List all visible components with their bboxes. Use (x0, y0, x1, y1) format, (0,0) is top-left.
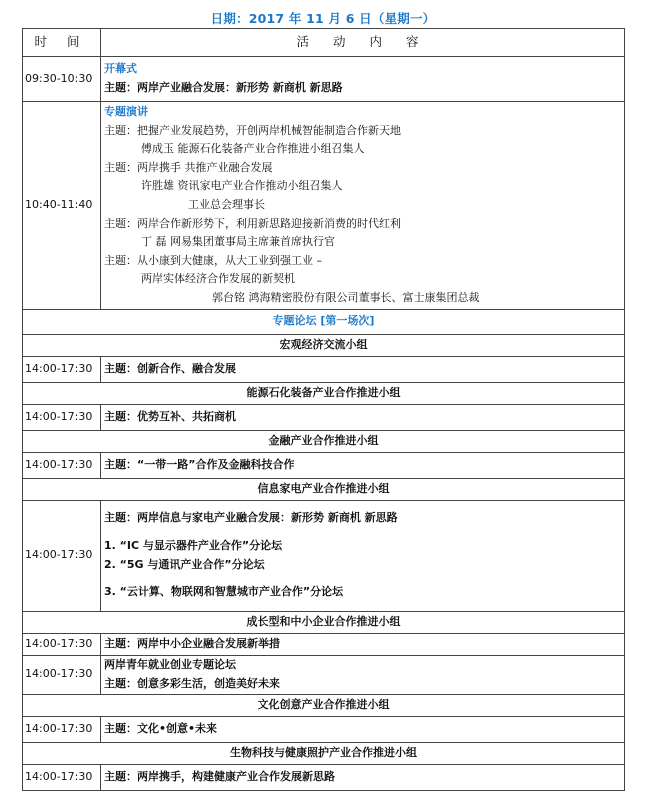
schedule-date: 日期：2017 年 11 月 6 日（星期一） (210, 11, 436, 26)
opening-time: 09:30-10:30 (23, 57, 101, 102)
lecture-theme-2: 主题：两岸携手 共推产业融合发展 (104, 160, 273, 174)
table-header-row (23, 29, 625, 57)
session-time: 14:00-17:30 (23, 404, 101, 430)
group-heading: 文化创意产业合作推进小组 (23, 694, 625, 716)
lecture-theme-3: 主题：两岸合作新形势下，利用新思路迎接新消费的时代红利 (104, 216, 401, 230)
session-time: 14:00-17:30 (23, 452, 101, 478)
group-heading-row (23, 478, 625, 500)
group-session-row (23, 633, 625, 655)
session-theme: 主题：“一带一路”合作及金融科技合作 (101, 452, 625, 478)
session-time: 14:00-17:30 (23, 633, 101, 655)
lecture-theme-1: 主题：把握产业发展趋势，开创两岸机械智能制造合作新天地 (104, 123, 401, 137)
content-column-header: 活 动 内 容 (101, 29, 625, 57)
group-heading: 能源石化装备产业合作推进小组 (23, 382, 625, 404)
lecture-speaker-2-title: 工业总会理事长 (188, 197, 265, 211)
lecture-speaker-2: 许胜雄 资讯家电产业合作推动小组召集人 (141, 179, 343, 193)
session-theme: 主题：文化•创意•未来 (101, 716, 625, 742)
session-time: 14:00-17:30 (23, 716, 101, 742)
group-session-row (23, 716, 625, 742)
group-session-row (23, 356, 625, 382)
forum-title: 专题论坛 [第一场次] (23, 309, 625, 334)
group-session-row (23, 500, 625, 611)
lecture-speaker-4: 郭台铭 鸿海精密股份有限公司董事长、富士康集团总裁 (212, 290, 480, 304)
group-session-row (23, 452, 625, 478)
group-heading-row (23, 334, 625, 356)
session-theme: 主题：两岸信息与家电产业融合发展：新形势 新商机 新思路 (104, 511, 398, 525)
lecture-speaker-1: 傅成玉 能源石化装备产业合作推进小组召集人 (141, 142, 365, 156)
group-heading-row (23, 382, 625, 404)
session-time: 14:00-17:30 (23, 764, 101, 790)
lectures-row (23, 102, 625, 310)
lecture-theme-4-sub: 两岸实体经济合作发展的新契机 (141, 272, 295, 286)
group-session-row (23, 764, 625, 790)
lectures-time: 10:40-11:40 (23, 102, 101, 310)
opening-row (23, 57, 625, 102)
forum-title-row (23, 309, 625, 334)
group-heading: 金融产业合作推进小组 (23, 430, 625, 452)
time-column-header: 时 间 (23, 29, 101, 57)
group-heading-row (23, 430, 625, 452)
lecture-speaker-3: 丁 磊 网易集团董事局主席兼首席执行官 (141, 235, 335, 249)
group-heading: 宏观经济交流小组 (23, 334, 625, 356)
group-heading-row (23, 694, 625, 716)
opening-title: 开幕式 (104, 62, 137, 76)
opening-theme: 主题：两岸产业融合发展：新形势 新商机 新思路 (104, 81, 343, 94)
lectures-content (101, 102, 625, 310)
lecture-theme-4: 主题：从小康到大健康，从大工业到强工业 – (104, 253, 322, 267)
session-time: 14:00-17:30 (23, 356, 101, 382)
session-theme: 主题：优势互补、共拓商机 (101, 404, 625, 430)
session-theme: 主题：创新合作、融合发展 (101, 356, 625, 382)
opening-content (101, 57, 625, 102)
session-time: 14:00-17:30 (23, 500, 101, 611)
session-theme: 主题：两岸中小企业融合发展新举措 (101, 633, 625, 655)
group-heading-row (23, 742, 625, 764)
youth-forum-row (23, 655, 625, 694)
session-content (101, 500, 625, 611)
session-time: 14:00-17:30 (23, 655, 101, 694)
group-heading-row (23, 611, 625, 633)
schedule-table (22, 28, 625, 791)
group-heading: 生物科技与健康照护产业合作推进小组 (23, 742, 625, 764)
sub-forum-item: 2. “5G 与通讯产业合作”分论坛 (104, 557, 265, 571)
sub-forum-item: 3. “云计算、物联网和智慧城市产业合作”分论坛 (104, 585, 344, 599)
session-theme: 主题：两岸携手，构建健康产业合作发展新思路 (101, 764, 625, 790)
group-session-row (23, 404, 625, 430)
session-theme: 主题：创意多彩生活，创造美好未来 (104, 676, 280, 690)
sub-forum-item: 1. “IC 与显示器件产业合作”分论坛 (104, 538, 283, 552)
group-heading: 成长型和中小企业合作推进小组 (23, 611, 625, 633)
group-heading: 信息家电产业合作推进小组 (23, 478, 625, 500)
lectures-title: 专题演讲 (104, 105, 148, 118)
youth-forum-title: 两岸青年就业创业专题论坛 (104, 657, 236, 671)
session-content (101, 655, 625, 694)
